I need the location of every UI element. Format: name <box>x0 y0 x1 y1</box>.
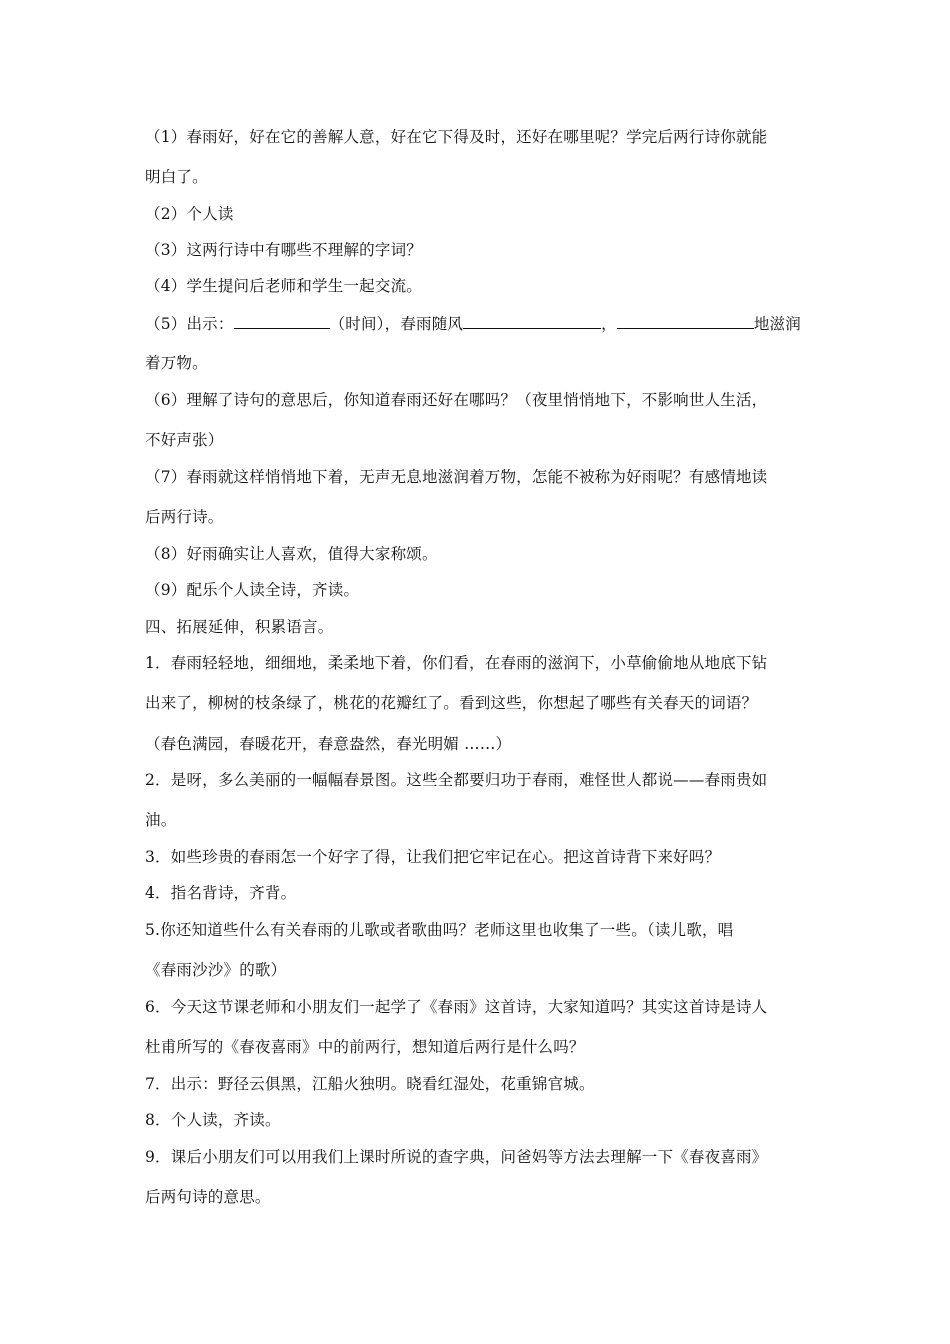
text-line: 不好声张） <box>145 431 224 449</box>
text-line: （3）这两行诗中有哪些不理解的字词？ <box>145 241 422 259</box>
text-line: （2）个人读 <box>145 205 234 223</box>
fill-in-line <box>145 312 810 335</box>
text-line: 1．春雨轻轻地，细细地，柔柔地下着，你们看，在春雨的滋润下，小草偷偷地从地底下钻 <box>145 654 768 672</box>
text-line: 6．今天这节课老师和小朋友们一起学了《春雨》这首诗，大家知道吗？其实这首诗是诗人 <box>145 998 768 1016</box>
blank-time <box>234 312 330 329</box>
text-line: 《春雨沙沙》的歌） <box>145 961 287 979</box>
section-heading: 四、拓展延伸，积累语言。 <box>145 618 334 636</box>
text-line: 3．如些珍贵的春雨怎一个好字了得，让我们把它牢记在心。把这首诗背下来好吗？ <box>145 848 721 866</box>
text-line: 9．课后小朋友们可以用我们上课时所说的查字典，问爸妈等方法去理解一下《春夜喜雨》 <box>145 1148 768 1166</box>
text-line: 杜甫所写的《春夜喜雨》中的前两行，想知道后两行是什么吗？ <box>145 1038 585 1056</box>
text-line: （8）好雨确实让人喜欢，值得大家称颂。 <box>145 545 438 563</box>
fill-in-part2: ， <box>601 315 617 333</box>
text-line: 着万物。 <box>145 354 208 372</box>
text-line: 出来了，柳树的枝条绿了，桃花的花瓣红了。看到这些，你想起了哪些有关春天的词语？ <box>145 694 758 712</box>
fill-in-part1: （时间），春雨随风 <box>329 315 464 333</box>
text-line: 明白了。 <box>145 168 208 186</box>
text-line: 2．是呀，多么美丽的一幅幅春景图。这些全都要归功于春雨，难怪世人都说——春雨贵如 <box>145 771 768 789</box>
text-line: 4．指名背诗，齐背。 <box>145 884 297 902</box>
text-line: （1）春雨好，好在它的善解人意，好在它下得及时，还好在哪里呢？学完后两行诗你就能 <box>145 128 768 146</box>
text-line: 5.你还知道些什么有关春雨的儿歌或者歌曲吗？老师这里也收集了一些。（读儿歌，唱 <box>145 921 734 939</box>
text-line: 油。 <box>145 811 177 829</box>
fill-in-part3: 地滋润 <box>753 315 801 333</box>
blank-manner-1 <box>463 312 601 329</box>
fill-in-prefix: （5）出示： <box>145 315 234 333</box>
text-line: （7）春雨就这样悄悄地下着，无声无息地滋润着万物，怎能不被称为好雨呢？有感情地读 <box>145 468 768 486</box>
text-line: 8．个人读，齐读。 <box>145 1111 281 1129</box>
blank-manner-2 <box>617 312 754 329</box>
text-line: 后两句诗的意思。 <box>145 1188 271 1206</box>
text-line: （4）学生提问后老师和学生一起交流。 <box>145 277 422 295</box>
text-line: （春色满园，春暖花开，春意盎然，春光明媚 ……） <box>145 735 512 753</box>
text-line: 7．出示：野径云俱黑，江船火独明。晓看红湿处，花重锦官城。 <box>145 1075 595 1093</box>
text-line: （9）配乐个人读全诗，齐读。 <box>145 581 360 599</box>
text-line: （6）理解了诗句的意思后，你知道春雨还好在哪吗？（夜里悄悄地下，不影响世人生活， <box>145 391 768 409</box>
text-line: 后两行诗。 <box>145 508 224 526</box>
